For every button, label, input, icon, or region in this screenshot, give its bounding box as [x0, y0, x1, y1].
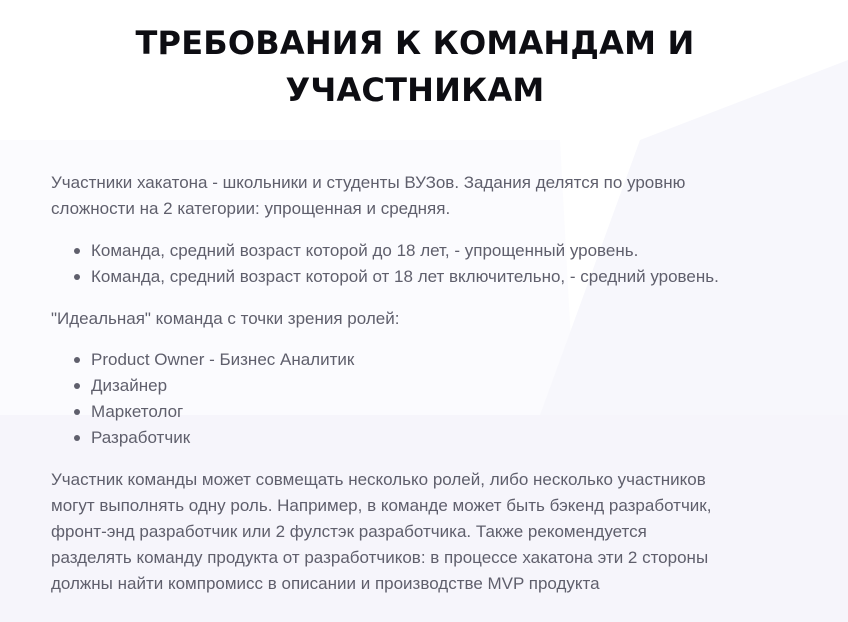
intro-line-1: Участники хакатона - школьники и студенты ВУЗов. Задания делятся по уровню — [51, 173, 686, 192]
age-level-list — [51, 238, 791, 290]
list-item: Разработчик — [51, 425, 791, 451]
title-line-2: УЧАСТНИКАМ — [285, 71, 545, 109]
list-item: Product Owner - Бизнес Аналитик — [51, 347, 791, 373]
list-item: Команда, средний возраст которой до 18 лет, - упрощенный уровень. — [51, 238, 791, 264]
closing-paragraph — [51, 467, 791, 597]
list-item: Маркетолог — [51, 399, 791, 425]
title-line-1: ТРЕБОВАНИЯ К КОМАНДАМ И — [135, 24, 695, 62]
roles-heading: "Идеальная" команда с точки зрения ролей: — [51, 309, 400, 328]
closing-line-2: могут выполнять одну роль. Например, в команде может быть бэкенд разработчик, — [51, 496, 712, 515]
closing-line-5: должны найти компромисс в описании и производстве MVP продукта — [51, 574, 600, 593]
closing-line-4: разделять команду продукта от разработчиков: в процессе хакатона эти 2 стороны — [51, 548, 709, 567]
intro-paragraph — [51, 170, 791, 222]
page-title — [0, 20, 830, 114]
closing-line-1: Участник команды может совмещать несколько ролей, либо несколько участников — [51, 470, 706, 489]
closing-line-3: фронт-энд разработчик или 2 фулстэк разработчика. Также рекомендуется — [51, 522, 647, 541]
intro-line-2: сложности на 2 категории: упрощенная и средняя. — [51, 199, 451, 218]
list-item: Дизайнер — [51, 373, 791, 399]
list-item: Команда, средний возраст которой от 18 лет включительно, - средний уровень. — [51, 264, 791, 290]
roles-list — [51, 347, 791, 451]
